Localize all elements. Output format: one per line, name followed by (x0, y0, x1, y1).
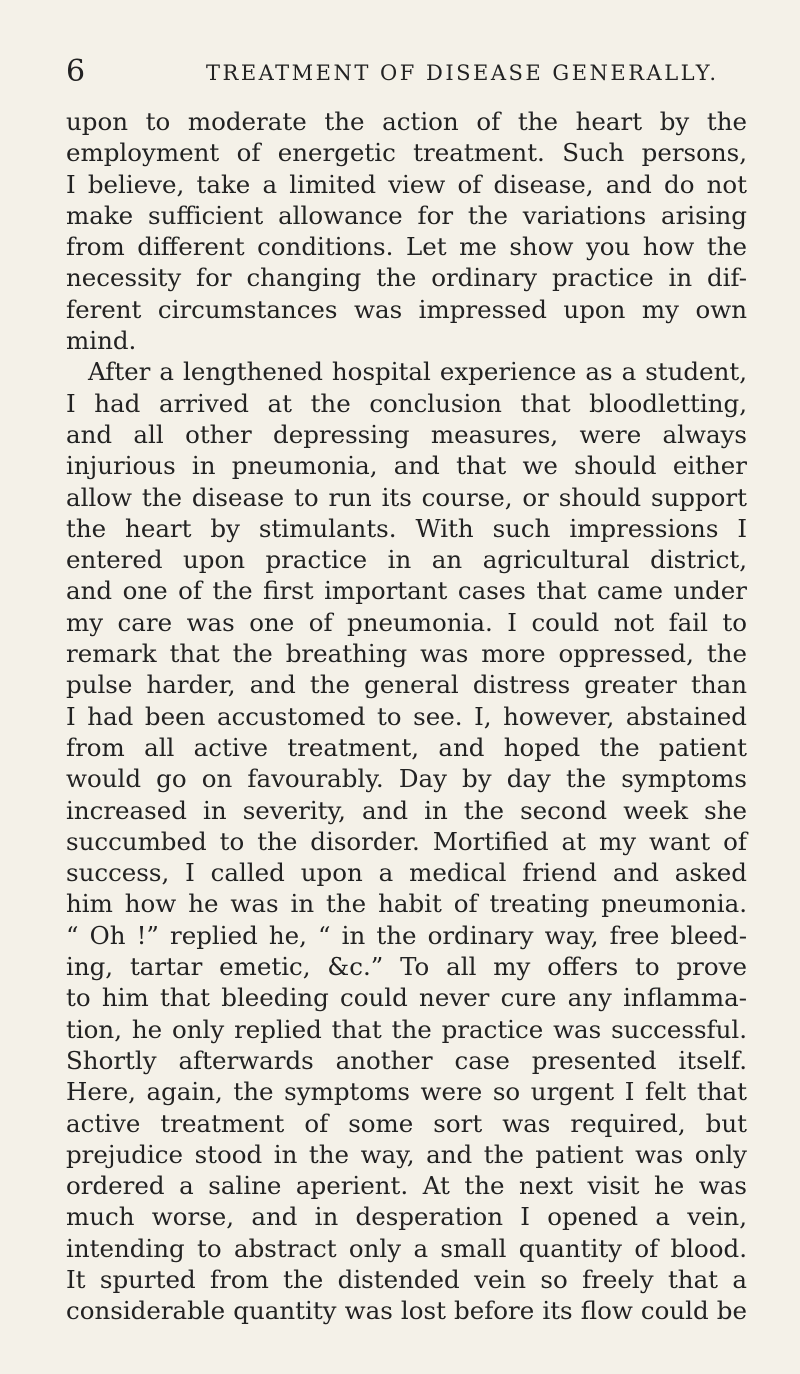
text-line: “ Oh !” replied he, “ in the ordinary way, free bleed- (66, 920, 747, 950)
text-line: It spurted from the distended vein so freely that a (66, 1264, 747, 1294)
text-line: pulse harder, and the general distress greater than (66, 670, 747, 700)
text-line: him how he was in the habit of treating pneumonia. (66, 889, 747, 919)
text-line: considerable quantity was lost before its flow could be (66, 1296, 747, 1326)
text-line: allow the disease to run its course, or should support (66, 482, 747, 512)
text-line: After a lengthened hospital experience as a student, (88, 357, 747, 387)
page-header (66, 52, 746, 92)
body-text (66, 106, 747, 1327)
text-line: would go on favourably. Day by day the symptoms (66, 764, 747, 794)
text-line: ordered a saline aperient. At the next visit he was (66, 1171, 747, 1201)
text-line: tion, he only replied that the practice was successful. (66, 1014, 747, 1044)
text-line: succumbed to the disorder. Mortified at my want of (66, 826, 747, 856)
text-line: Here, again, the symptoms were so urgent I felt that (66, 1077, 747, 1107)
text-line: increased in severity, and in the second week she (66, 795, 747, 825)
text-line: make sufficient allowance for the variations arising (66, 200, 747, 230)
text-line: active treatment of some sort was required, but (66, 1108, 747, 1138)
text-line: necessity for changing the ordinary practice in dif- (66, 263, 747, 293)
page-number: 6 (66, 54, 86, 89)
text-line: from all active treatment, and hoped the patient (66, 732, 747, 762)
text-line: remark that the breathing was more oppressed, the (66, 639, 747, 669)
text-line: upon to moderate the action of the heart by the (66, 107, 747, 136)
text-line: mind. (66, 326, 137, 356)
text-line: intending to abstract only a small quantity of blood. (66, 1233, 747, 1263)
text-line: ferent circumstances was impressed upon my own (66, 294, 747, 324)
text-line: prejudice stood in the way, and the patient was only (66, 1139, 747, 1169)
text-line: I believe, take a limited view of disease, and do not (66, 169, 747, 199)
text-line: and one of the first important cases that came under (66, 576, 747, 606)
text-line: to him that bleeding could never cure any inflamma- (66, 983, 747, 1013)
text-line: and all other depressing measures, were always (66, 419, 747, 449)
text-line: I had been accustomed to see. I, however, abstained (66, 701, 747, 731)
text-line: success, I called upon a medical friend and asked (66, 858, 747, 888)
text-line: from different conditions. Let me show you how the (66, 232, 747, 262)
text-line: employment of energetic treatment. Such persons, (66, 138, 747, 168)
text-line: Shortly afterwards another case presented itself. (66, 1045, 747, 1075)
running-head: TREATMENT OF DISEASE GENERALLY. (206, 61, 719, 85)
text-line: the heart by stimulants. With such impressions I (66, 513, 747, 543)
text-line: my care was one of pneumonia. I could not fail to (66, 607, 747, 637)
text-line: injurious in pneumonia, and that we should either (66, 451, 747, 481)
text-line: much worse, and in desperation I opened a vein, (66, 1202, 747, 1232)
text-line: I had arrived at the conclusion that bloodletting, (66, 388, 747, 418)
text-line: entered upon practice in an agricultural district, (66, 545, 747, 575)
text-line: ing, tartar emetic, &c.” To all my offers to prove (66, 952, 747, 982)
